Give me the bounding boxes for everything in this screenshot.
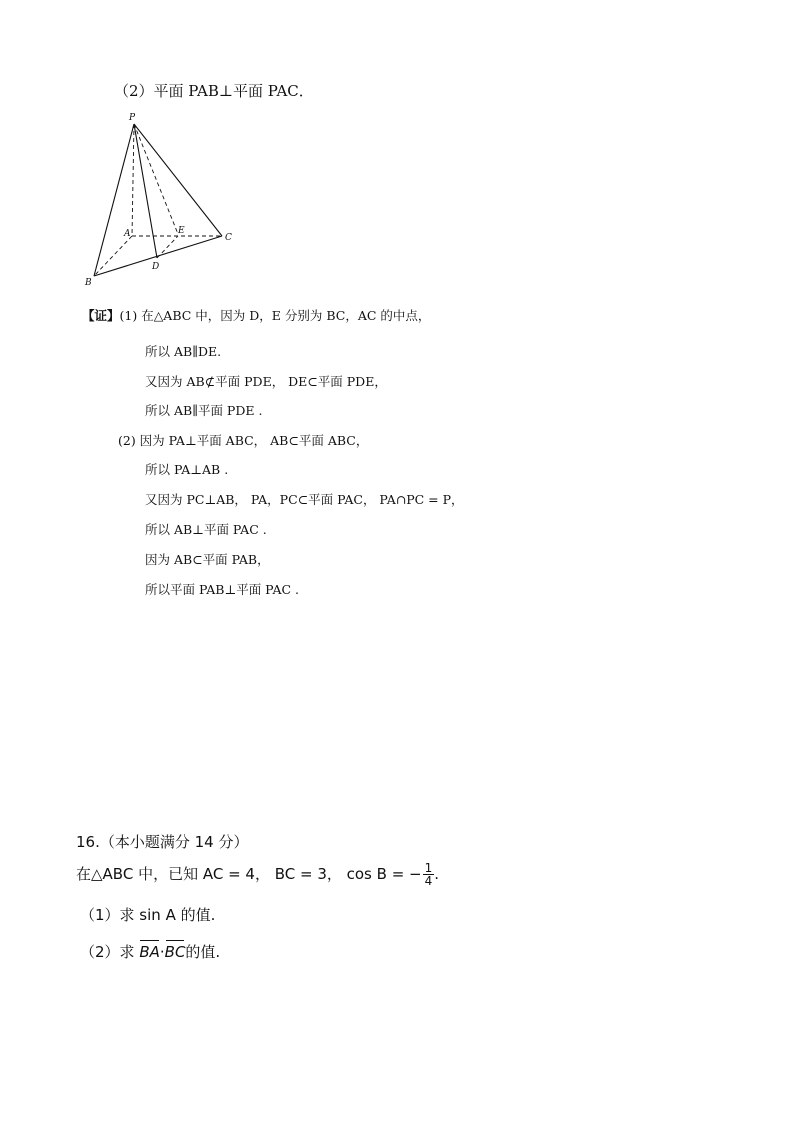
fraction-numerator: 1	[424, 861, 433, 875]
edge-PA	[132, 124, 134, 236]
pyramid-diagram	[82, 108, 242, 288]
question-16-stem	[76, 862, 439, 887]
stem-text: 在△ABC 中，已知 AC = 4， BC = 3， cos B = −	[76, 865, 422, 883]
proof-part2-line-5: 所以平面 PAB⊥平面 PAC .	[145, 582, 299, 597]
proof-part2-line-4: 因为 AB⊂平面 PAB，	[145, 552, 270, 567]
proof-tag: 【证】	[82, 308, 120, 323]
proof-part1-line-3: 所以 AB∥平面 PDE .	[145, 403, 263, 418]
label-P: P	[129, 113, 136, 123]
label-C: C	[225, 233, 232, 243]
edge-PD	[134, 124, 157, 258]
question-16-sub2	[80, 941, 220, 962]
vector-BA: BA	[139, 943, 160, 961]
label-A: A	[124, 229, 131, 239]
proof-part2-line-2: 又因为 PC⊥AB， PA，PC⊂平面 PAC， PA∩PC = P，	[145, 492, 464, 507]
fraction-denominator: 4	[424, 874, 433, 888]
vector-BC: BC	[164, 943, 186, 961]
pyramid-figure	[82, 108, 242, 288]
proof-part2-line-1: 所以 PA⊥AB .	[145, 462, 229, 477]
label-D: D	[152, 262, 160, 272]
question-16-sub1: （1）求 sin A 的值.	[80, 906, 216, 924]
stem-end: .	[434, 865, 440, 883]
sub2-suffix: 的值.	[185, 943, 221, 961]
proof-part1-line-0: (1) 在△ABC 中，因为 D，E 分别为 BC，AC 的中点，	[119, 308, 431, 323]
proof-part1-line-2: 又因为 AB⊄平面 PDE， DE⊂平面 PDE，	[145, 374, 387, 389]
proof-line-1	[82, 306, 430, 324]
label-E: E	[178, 226, 185, 236]
sub2-prefix: （2）求	[80, 943, 140, 961]
question-2-statement: （2）平面 PAB⊥平面 PAC．	[114, 82, 314, 100]
proof-part2-line-3: 所以 AB⊥平面 PAC .	[145, 522, 267, 537]
edge-PC	[134, 124, 222, 236]
edge-PE	[134, 124, 178, 234]
proof-part2-line-0: (2) 因为 PA⊥平面 ABC， AB⊂平面 ABC，	[118, 433, 369, 448]
question-16-header: 16.（本小题满分 14 分）	[76, 833, 249, 851]
proof-part1-line-1: 所以 AB∥DE.	[145, 344, 222, 359]
label-B: B	[85, 278, 92, 288]
dot-operator: ·	[159, 943, 165, 961]
edge-PB	[94, 124, 134, 276]
fraction-one-quarter	[423, 862, 435, 887]
edge-DE	[157, 236, 178, 258]
